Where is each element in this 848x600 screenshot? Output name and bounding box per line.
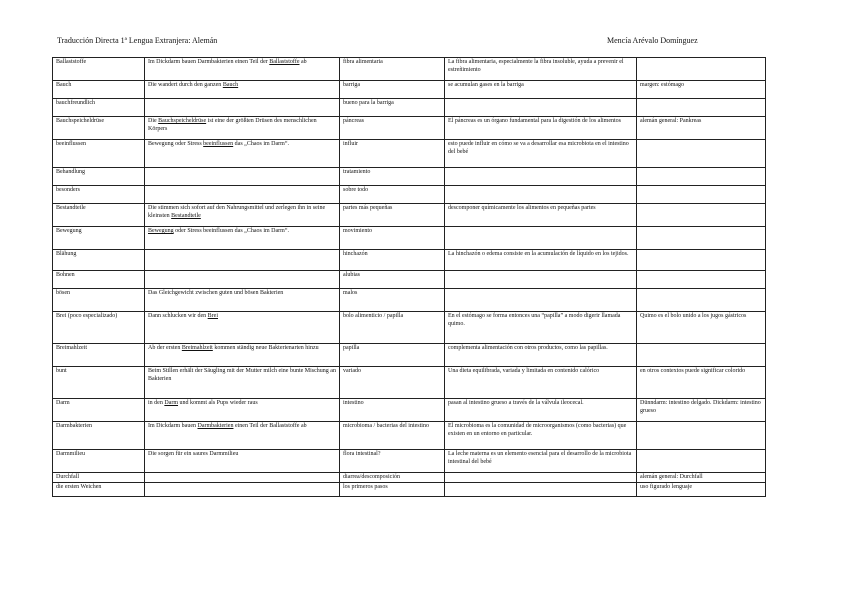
explanation-cell [445,473,637,483]
note-cell [637,168,766,186]
term-text: Ballaststoffe [56,59,87,65]
example-text: Ab der ersten [148,345,182,351]
example-cell [145,58,340,81]
translation-cell [340,99,445,117]
translation-text: tratamiento [343,169,371,175]
example-cell [145,99,340,117]
term-cell [53,117,145,140]
explanation-cell [445,367,637,399]
translation-text: malos [343,290,358,296]
table-row [53,81,766,99]
explanation-text: pasan al intestino grueso a través de la válvula ileocecal. [448,400,584,406]
explanation-cell [445,450,637,473]
translation-text: variado [343,368,361,374]
translation-cell [340,367,445,399]
example-text: Im Dickdarm bauen [148,423,198,429]
translation-text: influir [343,141,358,147]
example-cell [145,81,340,99]
example-cell [145,473,340,483]
translation-cell [340,204,445,227]
example-text: Im Dickdarm bauen Darmbakterien einen Teil der [148,59,270,65]
note-cell [637,227,766,250]
example-text: Die [148,118,159,124]
term-cell [53,289,145,312]
note-text: Dünndarm: intestino delgado. Dickdarm: intestino grueso [640,400,761,414]
term-text: Blähung [56,251,77,257]
example-text: Beim Stillen erhält der Säugling mit der Mutter milch eine bunte Mischung an Bakterien [148,368,336,382]
example-highlight: Brei [207,313,218,319]
translation-text: flora intestinal? [343,451,381,457]
explanation-text: El páncreas es un órgano fundamental para la digestión de los alimentos [448,118,622,124]
explanation-cell [445,289,637,312]
translation-cell [340,399,445,422]
note-text: alemán general: Pankreas [640,118,702,124]
term-cell [53,399,145,422]
term-text: die ersten Weichen [56,484,102,490]
example-cell [145,271,340,289]
table-row [53,186,766,204]
table-row [53,450,766,473]
example-cell [145,140,340,168]
note-cell [637,344,766,367]
note-cell [637,473,766,483]
translation-cell [340,186,445,204]
table-row [53,399,766,422]
term-text: beeinflussen [56,141,86,147]
note-cell [637,399,766,422]
term-cell [53,140,145,168]
example-cell [145,367,340,399]
explanation-cell [445,168,637,186]
term-cell [53,344,145,367]
explanation-cell [445,399,637,422]
example-highlight: Bewegung [148,228,174,234]
translation-cell [340,312,445,344]
explanation-cell [445,204,637,227]
example-text: Dann schlucken wir den [148,313,208,319]
table-row [53,289,766,312]
translation-cell [340,227,445,250]
explanation-cell [445,422,637,450]
translation-cell [340,271,445,289]
translation-cell [340,140,445,168]
term-cell [53,58,145,81]
example-text: Das Gleichgewicht zwischen guten und bösen Bakterien [148,290,284,296]
example-text: einen Teil der Ballaststoffe ab [233,423,307,429]
term-cell [53,450,145,473]
term-cell [53,186,145,204]
explanation-cell [445,344,637,367]
explanation-cell [445,227,637,250]
explanation-text: La hinchazón o edema consiste en la acumulación de líquido en los tejidos. [448,251,629,257]
note-cell [637,312,766,344]
example-text: ist eine der größten Drüsen des menschlichen Körpers [148,118,317,132]
note-cell [637,58,766,81]
example-cell [145,312,340,344]
translation-cell [340,81,445,99]
example-cell [145,204,340,227]
term-text: Brei (poco especializado) [56,313,118,319]
explanation-cell [445,312,637,344]
note-text: alemán general: Durchfall [640,474,703,480]
note-cell [637,140,766,168]
note-cell [637,422,766,450]
explanation-text: descomponer químicamente los alimentos en pequeñas partes [448,205,596,211]
example-text: ab [299,59,307,65]
translation-cell [340,450,445,473]
note-cell [637,483,766,497]
example-cell [145,250,340,271]
table-row [53,117,766,140]
document-header-left: Traducción Directa 1ª Lengua Extranjera: Alemán [57,36,218,45]
example-highlight: Bauch [222,82,239,88]
explanation-cell [445,58,637,81]
translation-text: alubias [343,272,360,278]
note-text: en otros contextos puede significar colorido [640,368,746,374]
explanation-text: La leche materna es un elemento esencial para el desarrollo de la microbiota intestinal del bebé [448,451,632,465]
table-row [53,227,766,250]
glossary-body [53,58,766,497]
term-cell [53,204,145,227]
example-cell [145,399,340,422]
translation-text: los primeros pasos [343,484,388,490]
table-row [53,312,766,344]
term-text: Durchfall [56,474,79,480]
term-text: Darmbakterien [56,423,92,429]
example-highlight: Bauchspeicheldrüse [158,118,207,124]
table-row [53,271,766,289]
translation-text: intestino [343,400,364,406]
translation-text: barriga [343,82,360,88]
table-row [53,367,766,399]
translation-cell [340,289,445,312]
example-highlight: Breimahlzeit [181,345,213,351]
note-cell [637,250,766,271]
term-text: Bauch [56,82,72,88]
note-cell [637,450,766,473]
example-highlight: beeinflussen [203,141,234,147]
table-row [53,140,766,168]
note-cell [637,186,766,204]
explanation-cell [445,250,637,271]
note-cell [637,271,766,289]
example-cell [145,422,340,450]
term-cell [53,483,145,497]
example-text: oder Stress beeinflussen das „Chaos im Darm“. [173,228,289,234]
example-cell [145,168,340,186]
glossary-table [52,57,766,497]
example-cell [145,186,340,204]
term-text: besonders [56,187,80,193]
translation-text: fibra alimentaria [343,59,383,65]
table-row [53,483,766,497]
translation-cell [340,168,445,186]
term-text: bösen [56,290,70,296]
explanation-text: En el estómago se forma entonces una “papilla” a modo digerir llamada quimo. [448,313,621,327]
explanation-text: El microbioma es la comunidad de microorganismos (como bacterias) que existen en un entorno en particular. [448,423,627,437]
term-text: Darmmilieu [56,451,85,457]
example-text: Die wandert durch den ganzen [148,82,223,88]
translation-cell [340,422,445,450]
explanation-cell [445,81,637,99]
example-text: und kommt als Pups wieder raus [178,400,258,406]
table-row [53,204,766,227]
term-cell [53,250,145,271]
note-cell [637,117,766,140]
note-text: margen: estómago [640,82,685,88]
example-highlight: Darmbakterien [197,423,234,429]
table-row [53,473,766,483]
example-text: kommen ständig neue Bakterienarten hinzu [212,345,319,351]
term-text: Breimahlzeit [56,345,87,351]
term-cell [53,422,145,450]
table-row [53,422,766,450]
translation-cell [340,483,445,497]
explanation-text: esto puede influir en cómo se va a desarrollar esa microbiota en el intestino del bebé [448,141,629,155]
explanation-cell [445,99,637,117]
translation-cell [340,117,445,140]
term-text: Bewegung [56,228,82,234]
table-row [53,168,766,186]
translation-cell [340,250,445,271]
translation-text: diarrea/descomposición [343,474,400,480]
translation-cell [340,58,445,81]
example-cell [145,289,340,312]
note-text: Quimo es el bolo unido a los jugos gástricos [640,313,747,319]
explanation-cell [445,483,637,497]
example-text: Bewegung oder Stress [148,141,204,147]
example-cell [145,483,340,497]
translation-text: sobre todo [343,187,369,193]
term-text: Darm [56,400,70,406]
translation-text: bueno para la barriga [343,100,394,106]
explanation-cell [445,117,637,140]
note-text: uso figurado lenguaje [640,484,692,490]
term-text: Behandlung [56,169,85,175]
example-cell [145,117,340,140]
note-cell [637,367,766,399]
note-cell [637,81,766,99]
term-cell [53,81,145,99]
explanation-text: complementa alimentación con otros productos, como las papillas. [448,345,608,351]
term-text: Bohnen [56,272,75,278]
example-highlight: Darm [164,400,179,406]
translation-text: partes más pequeñas [343,205,393,211]
translation-text: movimiento [343,228,372,234]
term-cell [53,312,145,344]
translation-cell [340,473,445,483]
example-text: Die sorgen für ein saures Darmmilieu [148,451,239,457]
explanation-text: La fibra alimentaria, especialmente la fibra insoluble, ayuda a prevenir el estreñimiento [448,59,624,73]
translation-cell [340,344,445,367]
note-cell [637,99,766,117]
table-row [53,250,766,271]
term-cell [53,99,145,117]
example-highlight: Bestandteile [171,213,201,219]
term-text: Bauchspeicheldrüse [56,118,104,124]
translation-text: bolo alimenticio / papilla [343,313,404,319]
explanation-text: se acumulan gases en la barriga [448,82,524,88]
example-text: Die stimmen sich sofort auf den Nahrungsmittel und zerlegen ihn in seine kleinsten [148,205,326,219]
example-cell [145,227,340,250]
translation-text: páncreas [343,118,364,124]
term-text: bauchfreundlich [56,100,95,106]
explanation-cell [445,271,637,289]
translation-text: papilla [343,345,360,351]
note-cell [637,204,766,227]
table-row [53,344,766,367]
translation-text: hinchazón [343,251,368,257]
translation-text: microbioma / bacterias del intestino [343,423,429,429]
example-text: in den [148,400,165,406]
term-text: Bestandteile [56,205,86,211]
example-highlight: Ballaststoffe [269,59,300,65]
term-cell [53,271,145,289]
term-cell [53,227,145,250]
term-cell [53,367,145,399]
table-row [53,99,766,117]
example-cell [145,344,340,367]
explanation-cell [445,140,637,168]
note-cell [637,289,766,312]
explanation-text: Una dieta equilibrada, variada y limitada en contenido calórico [448,368,600,374]
term-text: bunt [56,368,67,374]
document-header-author: Mencía Arévalo Domínguez [607,36,698,45]
example-cell [145,450,340,473]
term-cell [53,168,145,186]
term-cell [53,473,145,483]
table-row [53,58,766,81]
example-text: das „Chaos im Darm“. [233,141,289,147]
explanation-cell [445,186,637,204]
